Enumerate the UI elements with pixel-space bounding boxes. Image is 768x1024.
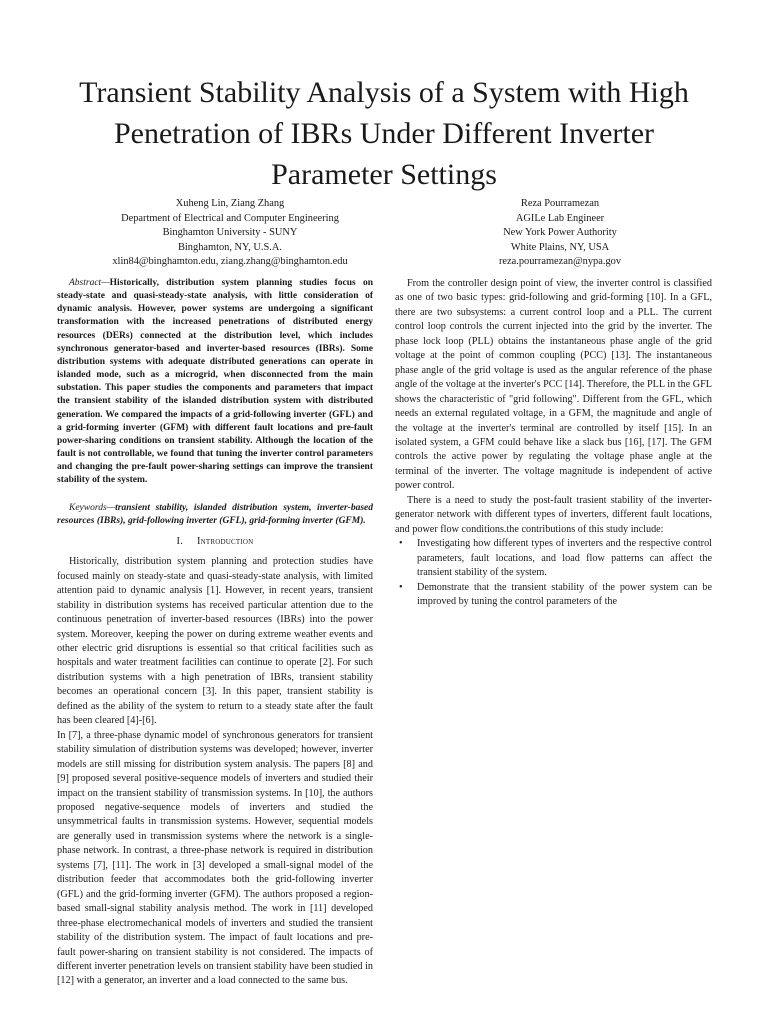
author-names: Reza Pourramezan	[520, 198, 600, 209]
title-line: Transient Stability Analysis of a System with High	[79, 76, 689, 109]
keywords-lead: Keywords—	[69, 502, 116, 513]
author-location: White Plains, NY, USA	[510, 241, 610, 253]
paragraph: From the controller design point of view, the inverter control is classified as one of two basic types: grid-following and grid-forming [10]. In a GFL, there are two subsystems: a current control loop and a PLL. The current control loop controls the current injected into the grid by the inverter. The phase lock loop (PLL) obtains the instantaneous phase angle of the grid voltage at the point of common coupling (PCC) [13]. The instantaneous phase angle of the grid voltage is used as the angular reference of the phase angle of the voltage at the inverter's PCC [14]. Therefore, the PLL in the GFL shows the characteristic of "grid following". Different from the GFL, which needs an external regulated voltage, in a GFM, the magnitude and angle of the voltage at the inverter's terminal are controlled by itself [15]. In an isolated system, a GFM could behave like a slack bus [16], [17]. The GFM controls the active power by regulating the voltage phase angle at the terminal of the inverter. The voltage magnitude is independent of active power control.	[395, 278, 712, 492]
author-block-2	[430, 197, 690, 270]
author-block-1	[60, 197, 400, 270]
right-column	[395, 277, 712, 609]
author-affiliation: AGILe Lab Engineer	[515, 212, 605, 224]
list-item: • Demonstrate that the transient stability of the power system can be improved by tuning the control parameters of the	[395, 581, 712, 610]
paragraph: There is a need to study the post-fault trasient stability of the inverter-generator network with different types of inverters, different fault locations, and power flow conditions.the contributions of this study include:	[395, 494, 712, 535]
author-email: xlin84@binghamton.edu, ziang.zhang@binghamton.edu	[112, 256, 348, 267]
contribution-list	[395, 537, 712, 609]
title-line: Parameter Settings	[271, 158, 497, 191]
abstract-text: Historically, distribution system planning studies focus on steady-state and quasi-steady-state analysis, with little consideration of dynamic analysis. However, power systems are undergoing a significant transformation with the increased penetrations of distributed energy resources (DERs) connected at the distribution level, which includes synchronous generator-based and inverter-based resources (IBRs). Some distribution systems with adequate distributed generations can operate in islanded mode, such as a microgrid, when disconnected from the main substation. This paper studies the components and parameters that impact the transient stability of the islanded distribution system with distributed generation. We compared the impacts of a grid-following inverter (GFL) and a grid-forming inverter (GFM) with different fault locations and pre-fault power-sharing conditions on transient stability. Although the location of the fault is not controllable, we found that tuning the inverter control parameters and changing the pre-fault power-sharing settings can improve the transient stability of the system.	[57, 278, 373, 486]
section-heading	[57, 535, 373, 549]
abstract-lead: Abstract—	[69, 278, 110, 288]
keywords-text: transient stability, islanded distribution system, inverter-based resources (IBRs), grid-following inverter (GFL), grid-forming inverter (GFM).	[57, 502, 373, 526]
list-item: • Investigating how different types of inverters and the respective control parameters, fault locations, and load flow patterns can affect the transient stability of the system.	[395, 537, 712, 580]
title-line: Penetration of IBRs Under Different Inverter	[113, 117, 655, 150]
author-names: Xuheng Lin, Ziang Zhang	[175, 198, 285, 209]
author-affiliation: New York Power Authority	[503, 227, 617, 238]
author-affiliation: Binghamton University - SUNY	[162, 227, 298, 238]
author-location: Binghamton, NY, U.S.A.	[177, 241, 282, 253]
section-title: Introduction	[197, 535, 254, 547]
paragraph: Historically, distribution system planning and protection studies have focused mainly on steady-state and quasi-steady-state analysis, with limited attention paid to dynamic analysis [1]. However, in recent years, transient stability in distribution systems has received particular attention due to the continuous penetration of inverter-based resources (IBRs) into the power system. Moreover, keeping the power on during extreme weather events and other electric grid disruptions is essential so that critical facilities such as hospitals and water treatment facilities can continue to operate [2]. For such distribution systems with a high penetration of IBRs, transient stability becomes an operational concern [3]. In this paper, transient stability is defined as the ability of the system to return to a steady state after the fault has been cleared [4]-[6].	[57, 556, 373, 727]
paper-title	[40, 72, 728, 195]
author-affiliation: Department of Electrical and Computer Engineering	[121, 212, 339, 224]
left-column	[57, 277, 373, 989]
keywords	[57, 502, 373, 528]
section-number: I.	[176, 535, 184, 547]
paragraph: In [7], a three-phase dynamic model of synchronous generators for transient stability simulation of distribution systems was developed; however, inverter models are still missing for distribution system analysis. The papers [8] and [9] proposed several positive-sequence models of inverters and studied their impact on the transient stability of transmission systems. In [10], the authors proposed negative-sequence models of inverters and studied the unsymmetrical faults in transmission systems. However, sequential models are generally used in transmission systems where the network is a single-phase network. In contrast, a three-phase network is required in distribution systems [7], [11]. The work in [3] developed a small-signal model of the distribution feeder that accommodates both the grid-following inverter (GFL) and the grid-forming inverter (GFM). The authors proposed a region-based small-signal stability analysis method. The work in [11] developed three-phase electromechanical models of inverters and studied the transient stability of the distribution system. The impact of fault locations and pre-fault power-sharing on transient stability is not considered. The impacts of different inverter penetration levels on transient stability have been studied in [12] with a generator, an inverter and a load connected to the same bus.	[57, 729, 373, 987]
abstract	[57, 277, 373, 488]
author-email: reza.pourramezan@nypa.gov	[498, 256, 622, 267]
